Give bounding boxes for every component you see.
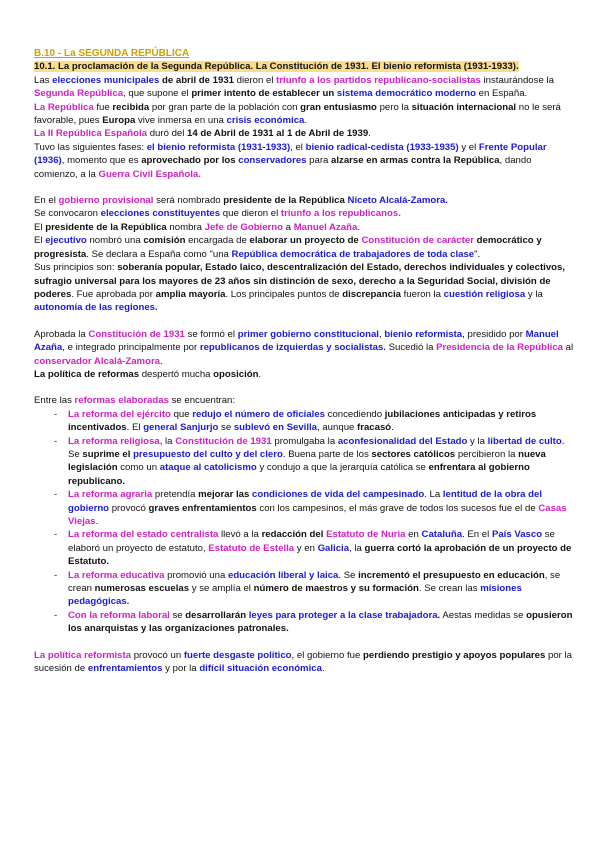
text-run: gobierno provisional — [58, 195, 154, 207]
text-run: , el gobierno fue — [291, 649, 364, 661]
text-run: nombra — [166, 221, 205, 233]
text-run: Segunda República — [34, 88, 124, 100]
text-run: alzarse en armas contra la República — [331, 155, 500, 167]
text-run: Manuel Azaña — [293, 221, 358, 233]
text-run: La reforma del estado centralista — [68, 529, 219, 541]
paragraph — [34, 221, 574, 234]
text-run: dieron el — [233, 74, 277, 86]
paragraph — [34, 74, 574, 101]
text-run: ataque al catolicismo — [159, 462, 257, 474]
text-run: pretendía — [152, 489, 199, 501]
text-run: provocó un — [131, 649, 184, 661]
text-run: conservadores — [238, 155, 307, 167]
text-run: elaborar un proyecto de — [249, 235, 362, 247]
text-run: Sus principios son: — [34, 262, 118, 274]
text-run: Las — [34, 74, 53, 86]
text-run: por la sucesión de — [34, 649, 573, 675]
text-run: a — [283, 221, 294, 233]
text-run: incrementó el presupuesto en educación — [358, 569, 545, 581]
text-run: , la — [349, 542, 365, 554]
text-run: numerosas escuelas — [94, 583, 190, 595]
text-run: y por la — [162, 663, 200, 675]
text-run: presidente de la República — [223, 195, 348, 207]
text-run: . — [321, 663, 325, 675]
text-run: Entre las — [34, 395, 75, 407]
text-run: condiciones de vida del campesinado — [252, 489, 425, 501]
text-run: Niceto Alcalá-Zamora. — [347, 195, 448, 207]
text-run: jubilaciones anticipadas y retiros incentivados — [68, 408, 537, 434]
text-run: el bienio reformista (1931-1933) — [146, 141, 291, 153]
text-run: Aprobada la — [34, 328, 89, 340]
text-run: . Se — [338, 569, 359, 581]
text-run: general Sanjurjo — [143, 422, 219, 434]
text-run: ". — [474, 248, 481, 260]
text-run: Jefe de Gobierno — [204, 221, 284, 233]
list-item — [68, 408, 574, 435]
text-run: Guerra Civil Española. — [98, 168, 201, 180]
paragraph — [34, 127, 574, 140]
paragraph — [34, 368, 574, 381]
text-run: Manuel Azaña — [34, 328, 559, 354]
text-run: libertad de culto — [487, 435, 562, 447]
text-run: se elaboró un proyecto de estatuto, — [68, 529, 555, 554]
text-run: graves enfrentamientos — [148, 502, 257, 514]
text-run: como un — [117, 462, 160, 474]
text-run: provocó — [109, 502, 149, 514]
text-run: triunfo a los partidos republicano-socialistas — [276, 74, 481, 86]
paragraph — [34, 194, 574, 207]
text-run: El — [34, 235, 46, 247]
list-item — [68, 528, 574, 568]
text-run: . — [357, 221, 360, 233]
text-run: presupuesto del culto y del clero — [133, 448, 283, 460]
text-run: . En el — [462, 529, 492, 541]
text-run: pero la — [376, 101, 412, 113]
text-run: democrático y progresista — [34, 235, 542, 260]
text-run: fueron la — [400, 288, 444, 300]
text-run: La política reformista — [34, 649, 132, 661]
text-run: concediendo — [325, 408, 385, 420]
paragraph — [34, 328, 574, 368]
text-run: Constitución de 1931 — [88, 328, 185, 340]
text-run: . — [160, 355, 163, 367]
text-run: Aestas medidas se — [440, 609, 527, 621]
text-run: mejorar las — [198, 489, 252, 501]
text-run: primer intento de establecer un — [191, 88, 337, 100]
text-run: , aunque — [317, 422, 358, 434]
text-run: educación liberal y laica — [227, 569, 339, 581]
text-run: al — [563, 342, 574, 354]
text-run: desarrollarán — [185, 609, 249, 621]
text-run: sublevó en Sevilla — [233, 422, 318, 434]
text-run: redacción del — [261, 529, 327, 541]
spacer — [34, 636, 574, 649]
paragraph — [34, 649, 574, 676]
text-run: . — [304, 115, 308, 127]
text-run: y se amplía el — [189, 583, 254, 595]
text-run: nombró una — [86, 235, 144, 247]
text-run: opusieron los anarquistas y las organizaciones patronales. — [68, 609, 573, 635]
text-run: conservador Alcalá-Zamora — [34, 355, 161, 367]
text-run: 14 de Abril de 1931 al 1 de Abril de 1939 — [187, 128, 369, 140]
text-run: elecciones municipales — [52, 74, 160, 86]
text-run: crisis económica — [226, 115, 305, 127]
text-run: bienio radical-cedista (1933-1935) — [305, 141, 459, 153]
document-page — [34, 47, 574, 675]
text-run: La reforma religiosa, — [68, 435, 163, 447]
text-run: cuestión religiosa — [443, 288, 526, 300]
text-run: La reforma del ejército — [68, 408, 171, 420]
spacer — [34, 181, 574, 194]
text-run: Con la reforma laboral — [68, 609, 170, 621]
text-run: y la — [525, 288, 543, 300]
text-run: y condujo a que la jerarquía católica se — [256, 462, 429, 474]
text-run: por gran parte de la población con — [149, 101, 301, 113]
text-run: Casas Viejas — [68, 502, 567, 527]
text-run: promulgaba la — [271, 435, 338, 447]
paragraph — [34, 207, 574, 220]
document-title: B.10 - La SEGUNDA REPÚBLICA — [34, 48, 190, 59]
text-run: , se crean — [68, 569, 561, 595]
list-item — [68, 435, 574, 489]
text-run: , dando comienzo, a la — [34, 155, 532, 180]
text-run: fue — [93, 101, 113, 113]
section-heading: 10.1. La proclamación de la Segunda República. La Constitución de 1931. El bienio reformista (1931-1933). — [34, 61, 519, 73]
text-run: bienio reformista — [384, 328, 463, 340]
text-run: ejecutivo — [45, 235, 87, 247]
text-run: , que supone el — [123, 88, 192, 100]
text-run: no le será favorable, pues — [34, 101, 561, 127]
text-run: para — [306, 155, 332, 167]
text-run: aconfesionalidad del Estado — [337, 435, 468, 447]
text-run: encargada de — [185, 235, 250, 247]
text-run: En el — [34, 195, 59, 207]
text-run: llevó a la — [218, 529, 262, 541]
text-run: Tuvo las siguientes fases: — [34, 141, 147, 153]
text-run: en — [405, 529, 422, 541]
text-run: se formó el — [184, 328, 238, 340]
text-run: Constitución de carácter — [361, 235, 474, 247]
text-run: nueva legislación — [68, 448, 546, 474]
text-run: amplia mayoría — [155, 288, 226, 300]
text-run: presidente de la República — [45, 221, 167, 233]
text-run: La política de reformas — [34, 368, 140, 380]
text-run: que dieron el — [220, 208, 281, 220]
text-run: Frente Popular (1936) — [34, 141, 547, 167]
text-run: fracasó — [357, 422, 392, 434]
text-run: reformas elaboradas — [74, 395, 169, 407]
text-run: . Buena parte de los — [282, 448, 372, 460]
text-run: , el — [290, 141, 306, 153]
text-run: . Se — [68, 435, 565, 460]
text-run: elecciones constituyentes — [100, 208, 221, 220]
paragraph — [34, 394, 574, 407]
text-run: con los campesinos, el más grave de todos los sucesos fue el de — [256, 502, 539, 514]
text-run: y en — [294, 542, 318, 554]
text-run: . — [368, 128, 371, 140]
text-run: duró del — [147, 128, 188, 140]
text-run: primer gobierno constitucional — [237, 328, 379, 340]
text-run: Galicia — [317, 542, 350, 554]
text-run: redujo el número de oficiales — [192, 408, 325, 420]
list-item — [68, 609, 574, 636]
spacer — [34, 315, 574, 328]
spacer — [34, 381, 574, 394]
text-run: aprovechado por los — [141, 155, 239, 167]
text-run: enfrentamientos — [87, 663, 163, 675]
text-run: . — [95, 516, 99, 527]
text-run: lentitud de la obra del gobierno — [68, 489, 543, 514]
text-run: . — [391, 422, 394, 434]
text-run: despertó mucha — [139, 368, 214, 380]
text-run: se — [218, 422, 234, 434]
text-run: guerra cortó la aprobación de un proyecto de Estatuto. — [68, 542, 572, 568]
text-run: comisión — [143, 235, 186, 247]
text-run: y la — [467, 435, 488, 447]
paragraph — [34, 141, 574, 181]
text-run: misiones pedagógicas. — [68, 583, 522, 608]
text-run: instaurándose la — [480, 74, 554, 86]
text-run: . Se crean las — [418, 583, 481, 595]
text-run: . Los principales puntos de — [225, 288, 343, 300]
reform-list — [34, 408, 574, 636]
text-run: sectores católicos — [371, 448, 456, 460]
text-run: situación internacional — [411, 101, 517, 113]
text-run: . Fue aprobada por — [71, 288, 156, 300]
text-run: Cataluña — [421, 529, 463, 541]
text-run: Presidencia de la República — [436, 342, 563, 354]
paragraph — [34, 101, 574, 128]
text-run: se encuentran: — [168, 395, 236, 407]
text-run: La II República Española — [34, 128, 148, 140]
list-item — [68, 569, 574, 609]
text-run: soberanía popular, Estado laico, descentralización del Estado, derechos individuales y colectivos, sufragio universal para los mayores de 23 años sin distinción de sexo, derecho a la Seguridad Social, división de poderes — [34, 262, 566, 300]
text-run: perdiendo prestigio y apoyos populares — [363, 649, 546, 661]
text-run: oposición — [213, 368, 259, 380]
text-run: . La — [424, 489, 443, 501]
text-run: leyes para proteger a la clase trabajadora. — [248, 609, 441, 621]
text-run: La reforma agraria — [68, 489, 153, 501]
text-run: autonomía de las regiones. — [34, 302, 158, 314]
text-run: enfrentara al gobierno republicano. — [68, 462, 530, 487]
text-run: número de maestros y su formación — [253, 583, 419, 595]
text-run: y el — [458, 141, 479, 153]
text-run: sistema democrático moderno — [336, 88, 477, 100]
text-run: Estatuto de Nuria — [326, 529, 406, 541]
list-item — [68, 488, 574, 528]
text-run: en España. — [476, 88, 528, 100]
paragraph — [34, 234, 574, 261]
paragraph — [34, 261, 574, 315]
text-run: la — [162, 435, 176, 447]
text-run: Constitución de 1931 — [175, 435, 272, 447]
text-run: que — [170, 408, 193, 420]
text-run: triunfo a los republicanos. — [280, 208, 401, 220]
text-run: . Se declara a España como "una — [86, 248, 232, 260]
text-run: La República — [34, 101, 94, 113]
text-run: Estatuto de Estella — [208, 542, 295, 554]
text-run: recibida — [112, 101, 150, 113]
text-run: Sucedió la — [385, 342, 437, 354]
text-run: fuerte desgaste político — [183, 649, 292, 661]
text-run: La reforma educativa — [68, 569, 165, 581]
text-run: República democrática de trabajadores de toda clase — [231, 248, 475, 260]
text-run: País Vasco — [491, 529, 543, 541]
text-run: promovió una — [164, 569, 228, 581]
text-run: . El — [126, 422, 144, 434]
text-run: de abril de 1931 — [159, 74, 234, 86]
text-run: discrepancia — [342, 288, 401, 300]
text-run: . — [258, 368, 262, 380]
text-run: se — [169, 609, 186, 621]
text-run: gran entusiasmo — [300, 101, 377, 113]
text-run: suprime el — [82, 448, 134, 460]
text-run: , momento que es — [61, 155, 142, 167]
text-run: será nombrado — [153, 195, 224, 207]
text-run: percibieron la — [455, 448, 519, 460]
text-run: , e integrado principalmente por — [62, 342, 200, 354]
text-run: , — [378, 328, 385, 340]
text-run: republicanos de izquierdas y socialistas. — [199, 342, 386, 354]
text-run: El — [34, 221, 46, 233]
text-run: vive inmersa en una — [135, 115, 227, 127]
text-run: , presidido por — [462, 328, 526, 340]
text-run: Europa — [102, 115, 136, 127]
text-run: difícil situación económica — [199, 663, 322, 675]
text-run: Se convocaron — [34, 208, 101, 220]
